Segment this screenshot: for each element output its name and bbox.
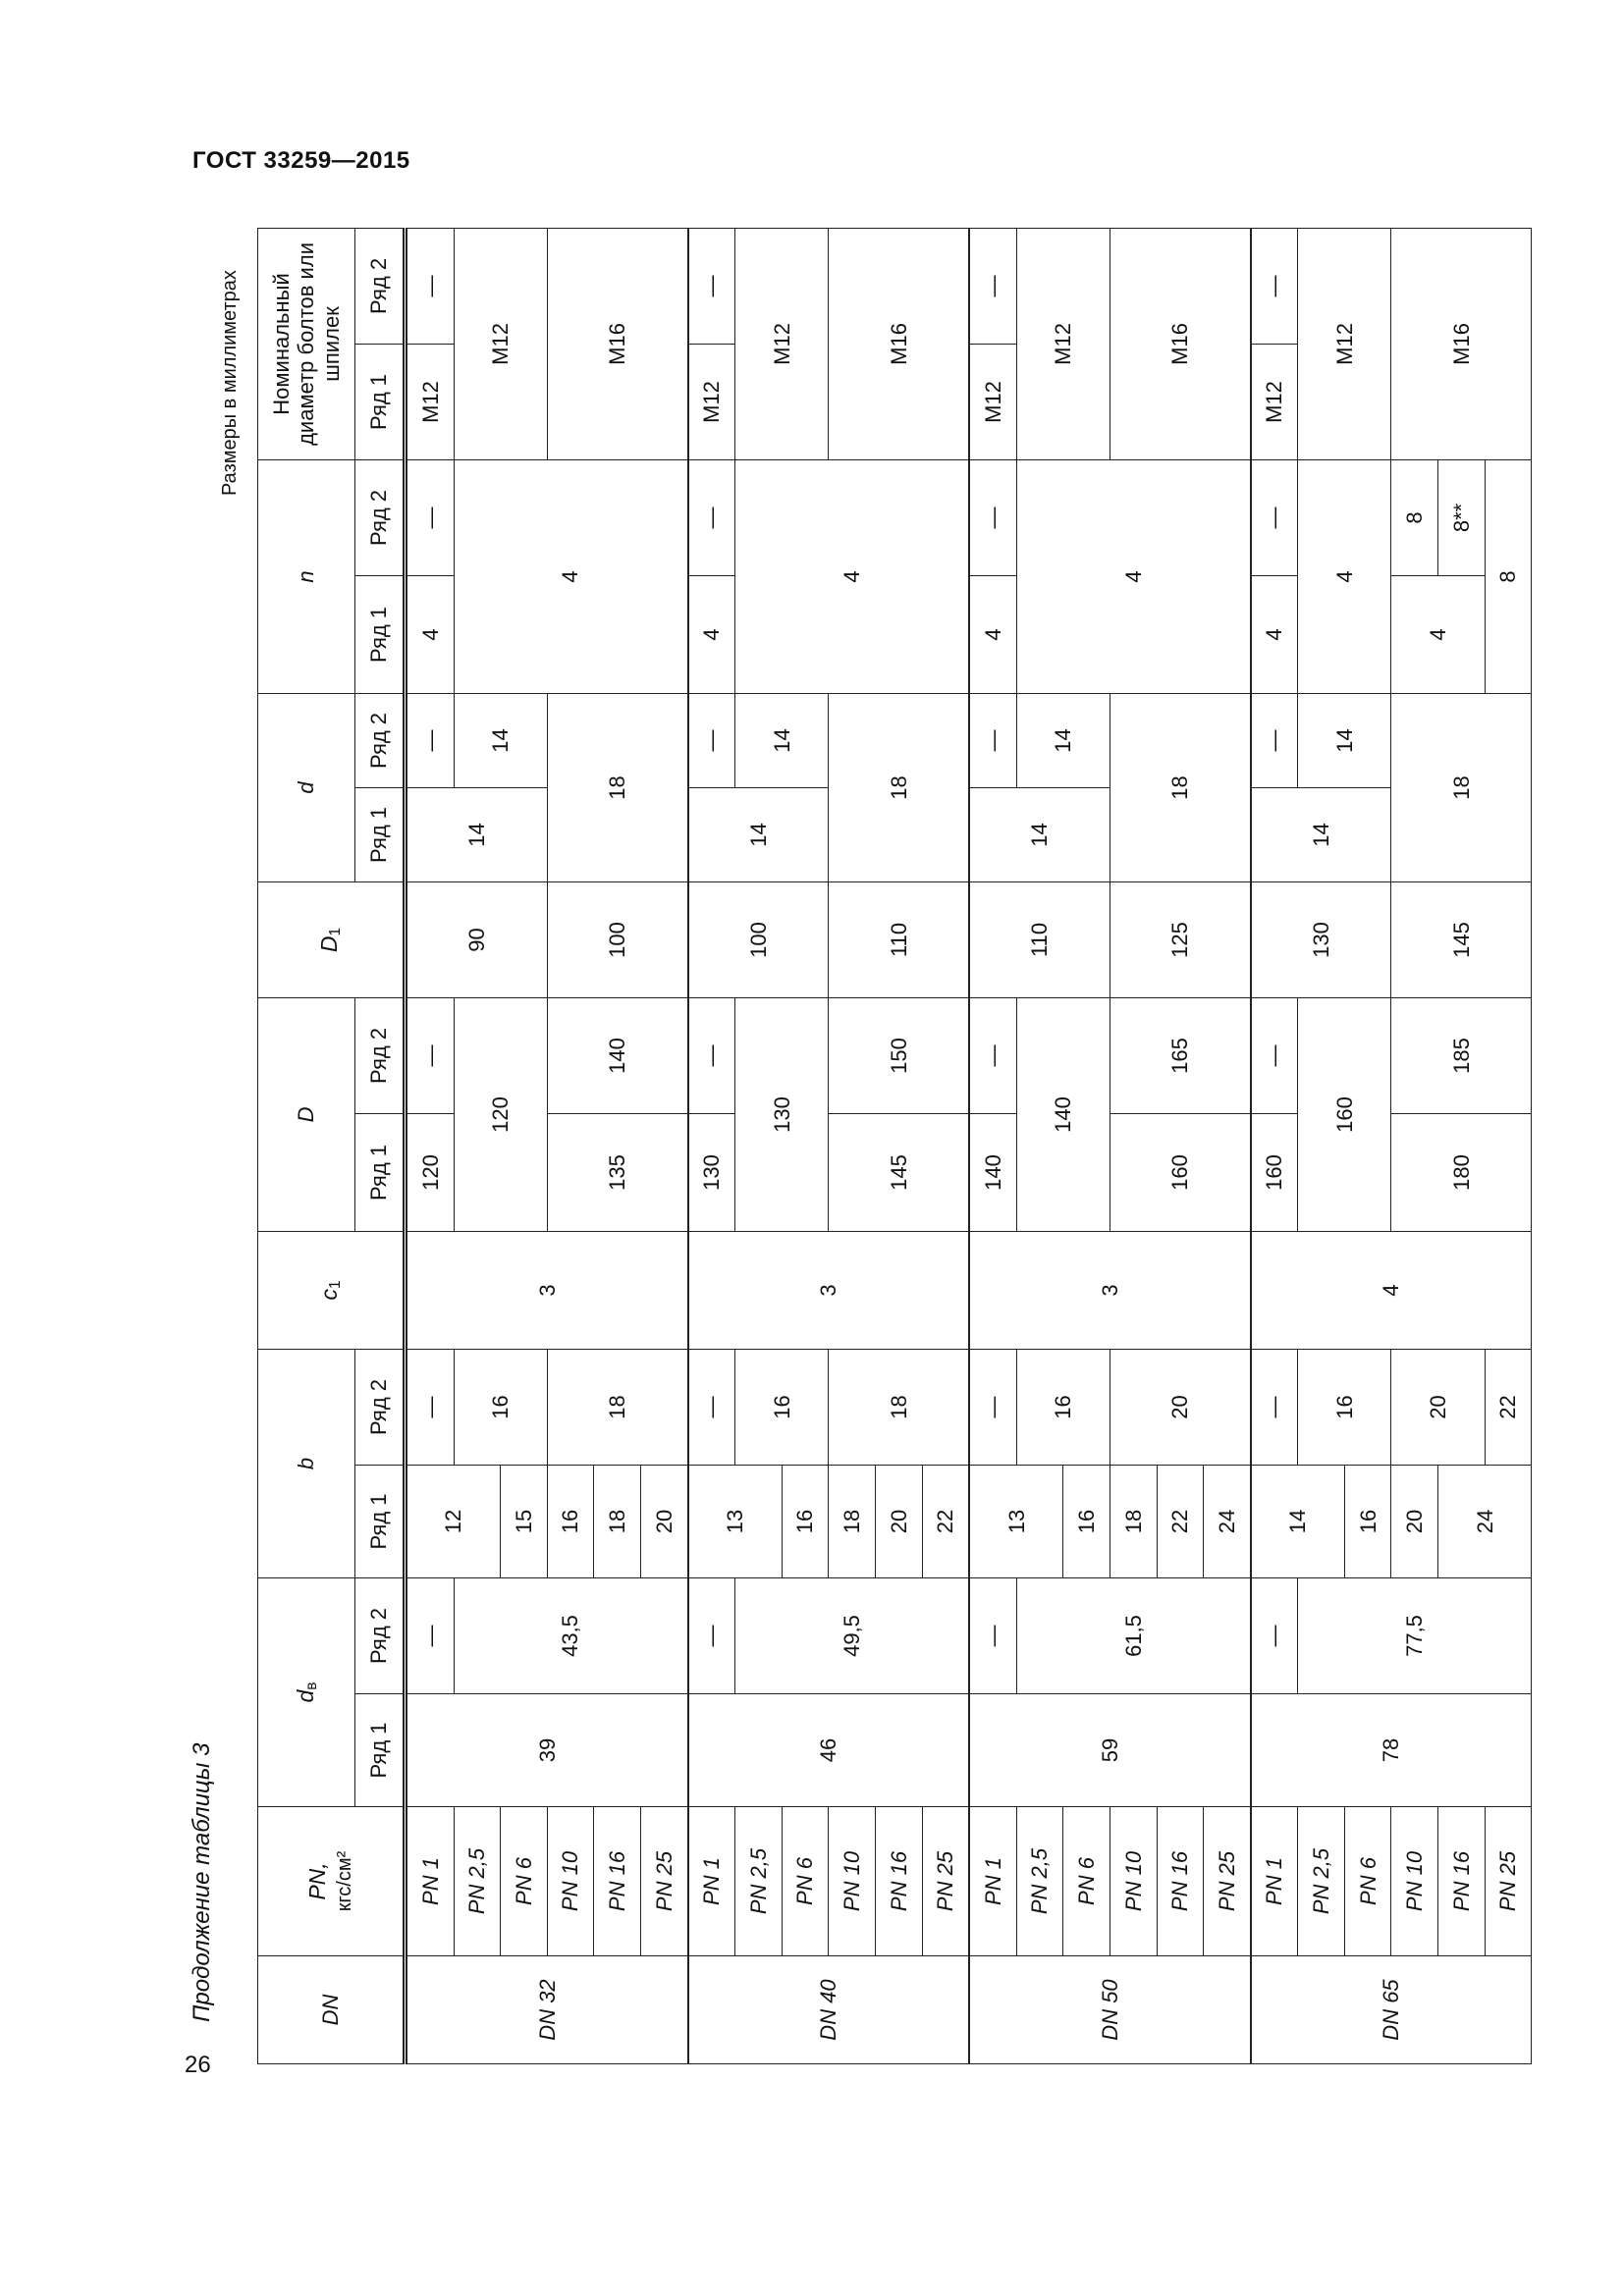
b1-cell: 18: [594, 1465, 641, 1577]
b2-cell: 16: [454, 1349, 547, 1465]
b2-cell: 22: [1485, 1349, 1532, 1465]
D-row2-cell: 185: [1391, 997, 1532, 1113]
b2-cell: 16: [735, 1349, 829, 1465]
pn-cell: PN 25: [640, 1807, 687, 1956]
D1-cell: 110: [829, 881, 969, 997]
D1-symbol: D: [316, 935, 343, 953]
D-row2-cell: —: [688, 997, 735, 1113]
b2-cell: 18: [547, 1349, 687, 1465]
pn-cell: PN 25: [1485, 1807, 1532, 1956]
D-row1-cell: 160: [1251, 1113, 1298, 1231]
n-row1-cell: 4: [406, 575, 455, 693]
dn-cell: DN 32: [406, 1956, 688, 2064]
d-merged-cell: 18: [547, 693, 687, 881]
b2-cell: 20: [1391, 1349, 1485, 1465]
bolt-row1-header: Ряд 1: [355, 344, 406, 459]
d-row1-cell: 14: [688, 787, 829, 881]
bolt-row1-cell: M12: [969, 344, 1016, 459]
pn-cell: PN 10: [547, 1807, 594, 1956]
table-caption: Продолжение таблицы 3: [189, 1742, 215, 2022]
dn-cell: DN 65: [1251, 1956, 1532, 2064]
dn-cell: DN 40: [688, 1956, 970, 2064]
col-header-D: D: [258, 997, 355, 1231]
pn-cell: PN 10: [829, 1807, 876, 1956]
n-merged-cell: 4: [1016, 459, 1250, 693]
pn-cell: PN 1: [406, 1807, 455, 1956]
b2-cell: 18: [829, 1349, 969, 1465]
col-header-pn: [258, 1807, 406, 1956]
D-row1-cell: 160: [1110, 1113, 1250, 1231]
pn-cell: PN 25: [1204, 1807, 1251, 1956]
pn-cell: PN 6: [1063, 1807, 1110, 1956]
bolt-row2-cell: —: [688, 228, 735, 344]
col-header-dn: DN: [258, 1956, 406, 2064]
dv2-cell: 77,5: [1298, 1577, 1532, 1693]
dv2-cell: —: [688, 1577, 735, 1693]
pn-cell: PN 1: [688, 1807, 735, 1956]
D-row2-cell: —: [969, 997, 1016, 1113]
units-note: Размеры в миллиметрах: [219, 270, 241, 496]
b1-cell: 20: [1391, 1465, 1438, 1577]
D-merged-cell: 140: [1016, 997, 1110, 1231]
n-merged-cell: 4: [1298, 459, 1391, 693]
pn-cell: PN 2,5: [1016, 1807, 1063, 1956]
dv1-cell: 46: [688, 1694, 970, 1807]
n-row1-header: Ряд 1: [355, 575, 406, 693]
bolt-merged-cell: M16: [547, 228, 687, 459]
bolt-merged-cell: M12: [454, 228, 547, 459]
d-row1-cell: 14: [1251, 787, 1391, 881]
b1-cell: 18: [1110, 1465, 1157, 1577]
d-row2-cell: 14: [735, 693, 829, 787]
b1-cell: 16: [1344, 1465, 1391, 1577]
pn-cell: PN 2,5: [1298, 1807, 1345, 1956]
d-row2-cell: 14: [1298, 693, 1391, 787]
D1-cell: 110: [969, 881, 1110, 997]
dv2-cell: 49,5: [735, 1577, 969, 1693]
D-merged-cell: 120: [454, 997, 547, 1231]
bolt-merged-cell: M12: [1016, 228, 1110, 459]
n-merged-cell: 4: [454, 459, 687, 693]
col-header-b: b: [258, 1349, 355, 1577]
dv2-cell: —: [1251, 1577, 1298, 1693]
d-row2-cell: 14: [1016, 693, 1110, 787]
b1-cell: 16: [782, 1465, 829, 1577]
bolt-row2-cell: —: [969, 228, 1016, 344]
d-row2-cell: —: [688, 693, 735, 787]
pn-cell: PN 2,5: [735, 1807, 783, 1956]
bolt-merged-cell: M16: [1110, 228, 1250, 459]
pn-cell: PN 16: [594, 1807, 641, 1956]
dv2-cell: 61,5: [1016, 1577, 1250, 1693]
D-row1-cell: 120: [406, 1113, 455, 1231]
d-row1-header: Ряд 1: [355, 787, 406, 881]
D1-subscript: 1: [327, 927, 345, 936]
n-row1-cell: 4: [1391, 575, 1485, 693]
d-merged-cell: 18: [829, 693, 969, 881]
dv2-cell: —: [406, 1577, 455, 1693]
d-row2-cell: —: [406, 693, 455, 787]
dn-cell: DN 50: [969, 1956, 1251, 2064]
table-row: [688, 228, 735, 2063]
d-merged-cell: 18: [1110, 693, 1250, 881]
document-title: ГОСТ 33259—2015: [192, 147, 410, 174]
pn-unit: кгс/см²: [333, 1850, 355, 1912]
D1-cell: 125: [1110, 881, 1250, 997]
b1-cell: 13: [688, 1465, 783, 1577]
pn-cell: PN 16: [1438, 1807, 1486, 1956]
b-row1-header: Ряд 1: [355, 1465, 406, 1577]
bolt-row2-header: Ряд 2: [355, 228, 406, 344]
page-number: 26: [185, 2052, 211, 2078]
D1-cell: 100: [688, 881, 829, 997]
b2-cell: —: [406, 1349, 455, 1465]
D1-cell: 90: [406, 881, 548, 997]
dv2-cell: —: [969, 1577, 1016, 1693]
c1-cell: 3: [688, 1231, 970, 1349]
c1-symbol: c: [316, 1289, 343, 1301]
d-merged-cell: 18: [1391, 693, 1532, 881]
pn-cell: PN 16: [1157, 1807, 1204, 1956]
b1-cell: 16: [1063, 1465, 1110, 1577]
header-row-1: [258, 228, 355, 2063]
pn-cell: PN 2,5: [454, 1807, 501, 1956]
D-row1-cell: 145: [829, 1113, 969, 1231]
table-row: [969, 228, 1016, 2063]
b2-cell: —: [969, 1349, 1016, 1465]
D1-cell: 145: [1391, 881, 1532, 997]
dv-symbol: d: [292, 1689, 318, 1703]
bolt-merged-cell: M16: [1391, 228, 1532, 459]
dv1-cell: 39: [406, 1694, 688, 1807]
D-row2-header: Ряд 2: [355, 997, 406, 1113]
n-row2-cell: —: [688, 459, 735, 575]
bolt-row2-cell: —: [1251, 228, 1298, 344]
D-row2-cell: 165: [1110, 997, 1250, 1113]
D-row1-cell: 140: [969, 1113, 1016, 1231]
pn-symbol: PN,: [304, 1862, 331, 1900]
b-row2-header: Ряд 2: [355, 1349, 406, 1465]
pn-cell: PN 1: [969, 1807, 1016, 1956]
col-header-dv: [258, 1577, 355, 1806]
bolt-row2-cell: —: [406, 228, 455, 344]
col-header-D1: [258, 881, 406, 997]
b1-cell: 16: [547, 1465, 594, 1577]
b2-cell: 16: [1298, 1349, 1391, 1465]
D-row2-cell: 150: [829, 997, 969, 1113]
n-row2-cell: 8: [1391, 459, 1438, 575]
header-row-2: [355, 228, 406, 2063]
pn-cell: PN 6: [782, 1807, 829, 1956]
D-row1-cell: 135: [547, 1113, 687, 1231]
col-header-bolt-diameter: Номинальный диаметр болтов или шпилек: [258, 228, 355, 459]
n-row1-cell: 4: [1251, 575, 1298, 693]
D-row1-cell: 180: [1391, 1113, 1532, 1231]
pn-cell: PN 10: [1110, 1807, 1157, 1956]
col-header-c1: [258, 1231, 406, 1349]
b1-cell: 14: [1251, 1465, 1345, 1577]
b1-cell: 20: [640, 1465, 687, 1577]
b1-cell: 13: [969, 1465, 1063, 1577]
d-row2-cell: —: [969, 693, 1016, 787]
pn-cell: PN 1: [1251, 1807, 1298, 1956]
n-row1-cell: 4: [969, 575, 1016, 693]
b1-cell: 22: [1157, 1465, 1204, 1577]
bolt-row1-cell: M12: [688, 344, 735, 459]
b1-cell: 15: [501, 1465, 548, 1577]
col-header-n: n: [258, 459, 355, 693]
c1-cell: 3: [969, 1231, 1251, 1349]
D-row2-cell: —: [1251, 997, 1298, 1113]
flange-dimensions-table: [257, 228, 1532, 2064]
b2-cell: —: [688, 1349, 735, 1465]
n-row2-cell: 8**: [1438, 459, 1486, 575]
D1-cell: 100: [547, 881, 687, 997]
dv-row2-header: Ряд 2: [355, 1577, 406, 1693]
n-row2-cell: —: [406, 459, 455, 575]
b2-cell: 20: [1110, 1349, 1250, 1465]
n-row2-cell: —: [1251, 459, 1298, 575]
b1-cell: 20: [875, 1465, 922, 1577]
D-row2-cell: 140: [547, 997, 687, 1113]
b2-cell: 16: [1016, 1349, 1110, 1465]
D-row1-cell: 130: [688, 1113, 735, 1231]
dv1-cell: 59: [969, 1694, 1251, 1807]
table-rotation-frame: [257, 228, 1532, 2064]
D-row2-cell: —: [406, 997, 455, 1113]
D-merged-cell: 160: [1298, 997, 1391, 1231]
col-header-d: d: [258, 693, 355, 881]
bolt-merged-cell: M12: [1298, 228, 1391, 459]
n-row2-cell: —: [969, 459, 1016, 575]
bolt-merged-cell: M12: [735, 228, 829, 459]
b2-cell: —: [1251, 1349, 1298, 1465]
n-merged-cell: 4: [735, 459, 969, 693]
table-row: [1251, 228, 1298, 2063]
c1-cell: 3: [406, 1231, 688, 1349]
n-row1-cell: 4: [688, 575, 735, 693]
table-row: [406, 228, 455, 2063]
D1-cell: 130: [1251, 881, 1391, 997]
c1-subscript: 1: [327, 1280, 345, 1290]
c1-cell: 4: [1251, 1231, 1532, 1349]
D-row1-header: Ряд 1: [355, 1113, 406, 1231]
n-merged-cell: 8: [1485, 459, 1532, 693]
d-row1-cell: 14: [406, 787, 548, 881]
pn-cell: PN 6: [1344, 1807, 1391, 1956]
bolt-row1-cell: M12: [406, 344, 455, 459]
b1-cell: 24: [1204, 1465, 1251, 1577]
d-row1-cell: 14: [969, 787, 1110, 881]
d-row2-cell: 14: [454, 693, 547, 787]
pn-cell: PN 6: [501, 1807, 548, 1956]
d-row2-cell: —: [1251, 693, 1298, 787]
n-row2-header: Ряд 2: [355, 459, 406, 575]
b1-cell: 24: [1438, 1465, 1532, 1577]
bolt-row1-cell: M12: [1251, 344, 1298, 459]
pn-cell: PN 10: [1391, 1807, 1438, 1956]
dv2-cell: 43,5: [454, 1577, 687, 1693]
pn-cell: PN 16: [875, 1807, 922, 1956]
d-row2-header: Ряд 2: [355, 693, 406, 787]
b1-cell: 22: [922, 1465, 969, 1577]
dv1-cell: 78: [1251, 1694, 1532, 1807]
D-merged-cell: 130: [735, 997, 829, 1231]
bolt-merged-cell: M16: [829, 228, 969, 459]
b1-cell: 18: [829, 1465, 876, 1577]
dv-subscript: в: [302, 1682, 320, 1690]
pn-cell: PN 25: [922, 1807, 969, 1956]
dv-row1-header: Ряд 1: [355, 1694, 406, 1807]
b1-cell: 12: [406, 1465, 501, 1577]
